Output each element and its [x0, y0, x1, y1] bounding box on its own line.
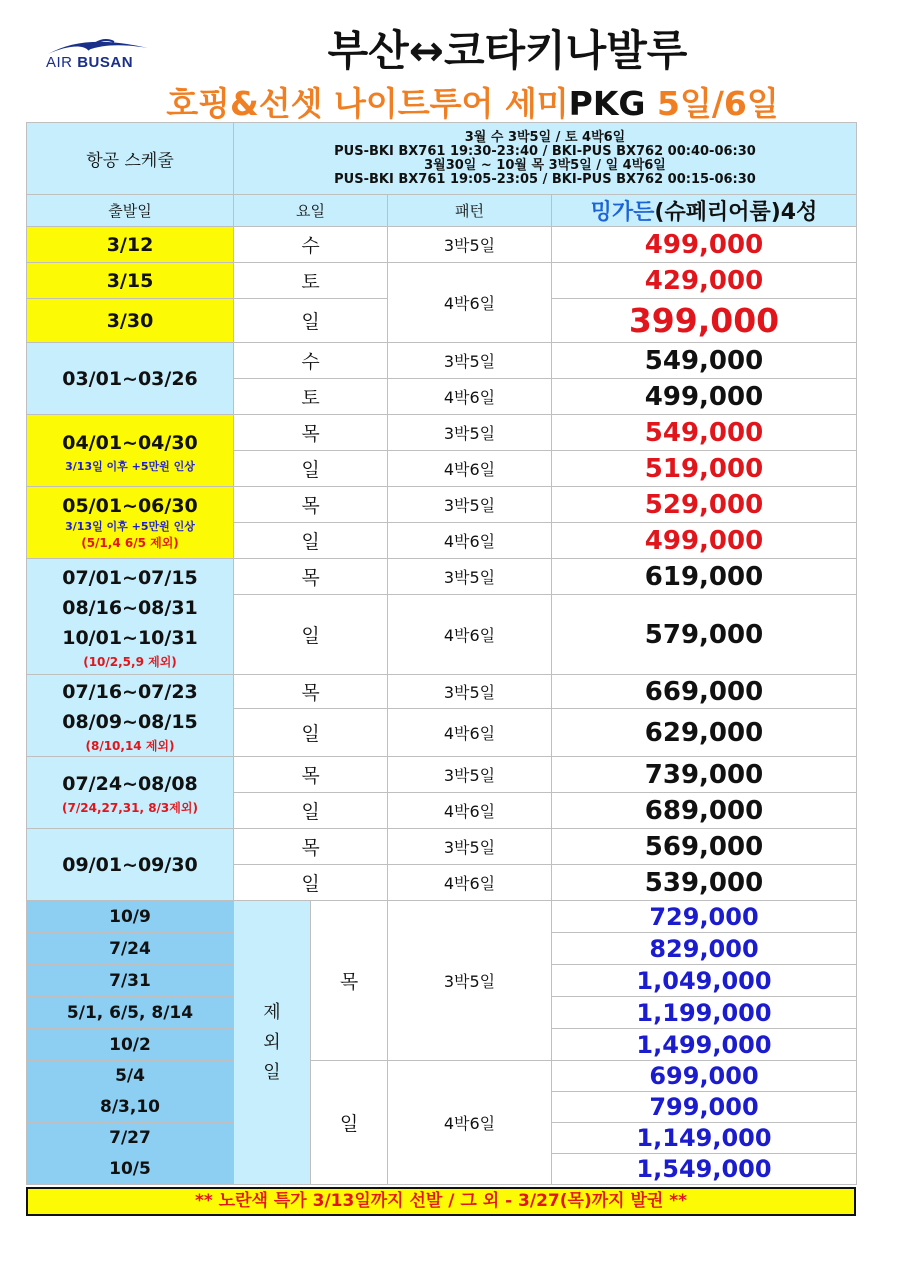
depart-date: 07/01~07/15 08/16~08/31 10/01~10/31 (10/2,5,9 제외) — [27, 559, 234, 675]
excluded-date: 8/3,10 — [27, 1092, 234, 1123]
depart-date: 3/12 — [27, 227, 234, 263]
pattern: 4박6일 — [388, 263, 552, 343]
weekday: 일 — [311, 1061, 388, 1185]
price: 549,000 — [552, 343, 857, 379]
date-note: 3/13일 이후 +5만원 인상 — [65, 459, 195, 473]
price: 539,000 — [552, 865, 857, 901]
excluded-row — [27, 901, 857, 933]
price: 499,000 — [552, 523, 857, 559]
weekday: 목 — [234, 675, 388, 709]
weekday: 일 — [234, 523, 388, 559]
pattern: 4박6일 — [388, 451, 552, 487]
pattern: 3박5일 — [388, 901, 552, 1061]
excluded-date: 7/24 — [27, 933, 234, 965]
flight-schedule-info: 3월 수 3박5일 / 토 4박6일 PUS-BKI BX761 19:30-23:40 / BKI-PUS BX762 00:40-06:30 3월30일 ~ 10월 목 3박5일 / 일 4박6일 PUS-BKI BX761 19:05-23:05 / BKI-PUS BX762 00:15-06:30 — [234, 123, 857, 195]
excluded-date: 5/1, 6/5, 8/14 — [27, 997, 234, 1029]
table-row — [27, 227, 857, 263]
date-exception: (7/24,27,31, 8/3제외) — [62, 801, 198, 815]
price: 829,000 — [552, 933, 857, 965]
excluded-date: 5/4 — [27, 1061, 234, 1092]
depart-date: 07/24~08/08 (7/24,27,31, 8/3제외) — [27, 757, 234, 829]
price: 549,000 — [552, 415, 857, 451]
weekday: 일 — [234, 793, 388, 829]
weekday: 일 — [234, 451, 388, 487]
weekday: 일 — [234, 595, 388, 675]
date-note: 3/13일 이후 +5만원 인상 — [65, 520, 195, 533]
price: 519,000 — [552, 451, 857, 487]
depart-date: 04/01~04/30 3/13일 이후 +5만원 인상 — [27, 415, 234, 487]
table-row — [27, 559, 857, 595]
pattern: 3박5일 — [388, 829, 552, 865]
logo-text: AIR BUSAN — [46, 54, 134, 71]
depart-date: 3/30 — [27, 299, 234, 343]
header-pattern: 패턴 — [388, 195, 552, 227]
weekday: 토 — [234, 379, 388, 415]
weekday: 토 — [234, 263, 388, 299]
table-row — [27, 263, 857, 299]
weekday: 목 — [234, 415, 388, 451]
price: 429,000 — [552, 263, 857, 299]
price: 399,000 — [552, 299, 857, 343]
pattern: 4박6일 — [388, 1061, 552, 1185]
price: 1,149,000 — [552, 1123, 857, 1154]
weekday: 일 — [234, 299, 388, 343]
price: 1,049,000 — [552, 965, 857, 997]
excluded-date: 7/31 — [27, 965, 234, 997]
weekday: 수 — [234, 343, 388, 379]
price: 499,000 — [552, 227, 857, 263]
price: 579,000 — [552, 595, 857, 675]
footer-notice: ** 노란색 특가 3/13일까지 선발 / 그 외 - 3/27(목)까지 발권 ** — [26, 1187, 856, 1216]
depart-date: 05/01~06/30 3/13일 이후 +5만원 인상 (5/1,4 6/5 제외) — [27, 487, 234, 559]
pattern: 3박5일 — [388, 343, 552, 379]
pattern: 3박5일 — [388, 227, 552, 263]
price: 669,000 — [552, 675, 857, 709]
date-exception: (5/1,4 6/5 제외) — [81, 536, 179, 550]
table-row — [27, 343, 857, 379]
flight-schedule-label: 항공 스케줄 — [27, 123, 234, 195]
price: 729,000 — [552, 901, 857, 933]
date-exception: (10/2,5,9 제외) — [83, 655, 177, 669]
weekday: 목 — [311, 901, 388, 1061]
excluded-row — [27, 1061, 857, 1092]
price: 1,549,000 — [552, 1154, 857, 1185]
excluded-date: 10/2 — [27, 1029, 234, 1061]
page-subtitle: 호핑&선셋 나이트투어 세미PKG 5일/6일 — [166, 84, 779, 123]
flight-schedule-row — [27, 123, 857, 195]
page-title: 부산↔코타키나발루 — [327, 26, 688, 75]
table-row — [27, 487, 857, 523]
pattern: 4박6일 — [388, 709, 552, 757]
weekday: 일 — [234, 865, 388, 901]
weekday: 목 — [234, 829, 388, 865]
pattern: 3박5일 — [388, 415, 552, 451]
price: 629,000 — [552, 709, 857, 757]
header-hotel: 밍가든(슈페리어룸)4성 — [552, 195, 857, 227]
pattern: 4박6일 — [388, 865, 552, 901]
depart-date: 3/15 — [27, 263, 234, 299]
price: 619,000 — [552, 559, 857, 595]
weekday: 일 — [234, 709, 388, 757]
weekday: 목 — [234, 559, 388, 595]
pattern: 4박6일 — [388, 793, 552, 829]
weekday: 수 — [234, 227, 388, 263]
excluded-date: 10/5 — [27, 1154, 234, 1185]
table-row — [27, 675, 857, 709]
table-row — [27, 415, 857, 451]
weekday: 목 — [234, 487, 388, 523]
price: 499,000 — [552, 379, 857, 415]
pattern: 3박5일 — [388, 559, 552, 595]
price-table — [26, 122, 857, 1185]
price: 799,000 — [552, 1092, 857, 1123]
excluded-date: 10/9 — [27, 901, 234, 933]
pattern: 3박5일 — [388, 757, 552, 793]
table-row — [27, 829, 857, 865]
depart-date: 07/16~07/23 08/09~08/15 (8/10,14 제외) — [27, 675, 234, 757]
price: 569,000 — [552, 829, 857, 865]
pattern: 4박6일 — [388, 595, 552, 675]
pattern: 4박6일 — [388, 523, 552, 559]
excluded-label: 제 외 일 — [234, 901, 311, 1185]
pattern: 4박6일 — [388, 379, 552, 415]
depart-date: 09/01~09/30 — [27, 829, 234, 901]
price: 1,199,000 — [552, 997, 857, 1029]
pattern: 3박5일 — [388, 675, 552, 709]
pattern: 3박5일 — [388, 487, 552, 523]
price: 739,000 — [552, 757, 857, 793]
date-exception: (8/10,14 제외) — [85, 739, 175, 753]
price: 1,499,000 — [552, 1029, 857, 1061]
excluded-date: 7/27 — [27, 1123, 234, 1154]
weekday: 목 — [234, 757, 388, 793]
price: 699,000 — [552, 1061, 857, 1092]
table-row — [27, 757, 857, 793]
depart-date: 03/01~03/26 — [27, 343, 234, 415]
header-weekday: 요일 — [234, 195, 388, 227]
column-header-row — [27, 195, 857, 227]
header-depart: 출발일 — [27, 195, 234, 227]
price: 529,000 — [552, 487, 857, 523]
price: 689,000 — [552, 793, 857, 829]
